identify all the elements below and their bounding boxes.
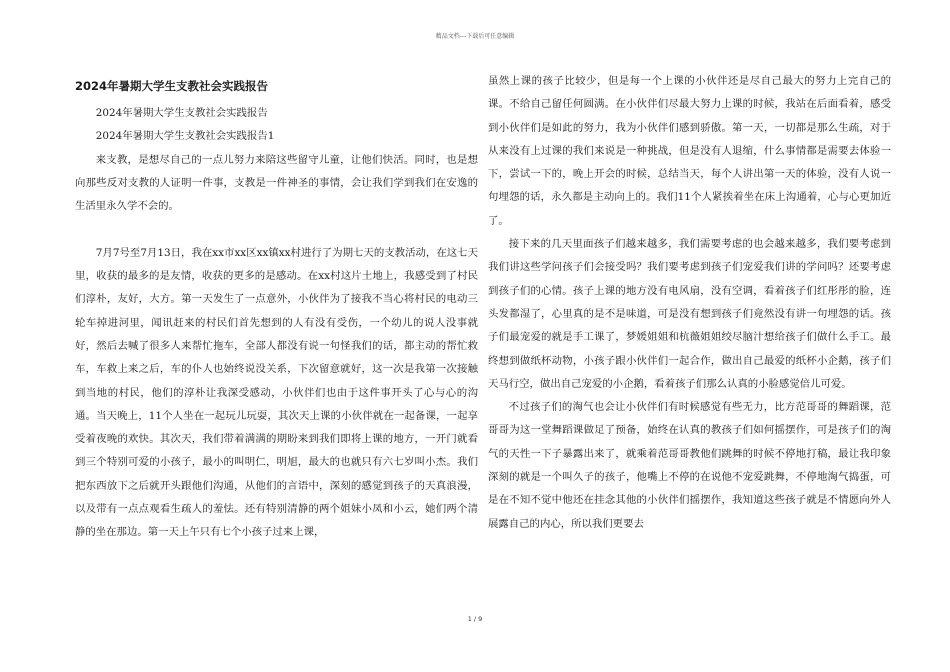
- page-header: 精品文档---下载后可任意编辑: [435, 33, 515, 40]
- left-column: [75, 70, 478, 545]
- document-title: 2024年暑期大学生支教社会实践报告: [75, 79, 269, 93]
- body-paragraph: 7月7号至7月13日，我在xx市xx区xx镇xx村进行了为期七天的支教活动，在这七天里，收获的最多的是友情，收获的更多的是感动。在xx村这片土地上，我感受到了村民们淳朴，友好，大方。第一天发生了一点意外，小伙伴为了接我不当心将村民的电动三轮车掉进河里，闻讯赶来的村民们首先想到的人有没有受伤，一个幼儿的说人没事就好，然后去喊了很多人来帮忙拖车，全部人都没有说一句怪我们的话，都主动的帮忙救车，车救上来之后，车的仆人也始终说没关系，下次留意就好，这一次是我第一次接触到当地的村民，他们的淳朴让我深受感动，小伙伴们也由于这件事开头了心与心的沟通。当天晚上，11个人坐在一起玩儿玩耍，其次天上课的小伙伴就在一起备课，一起享受着夜晚的欢快。其次天，我们带着满满的期盼来到我们即将上课的地方，一开门就看到三个特别可爱的小孩子，最小的叫明仁，明旭，最大的也就只有六七岁叫小杰。我们把东西放下之后就开头跟他们沟通，从他们的言语中，深刻的感觉到孩子的天真浪漫，以及带有一点点观看生疏人的羞怯。还有特别清静的两个姐妹小凤和小云，她们两个清静的坐在那边。第一天上午只有七个小孩子过来上课，: [75, 246, 478, 539]
- body-paragraph-continued: 虽然上课的孩子比较少，但是每一个上课的小伙伴还是尽自己最大的努力上完自己的课。不给自己留任何圆满。在小伙伴们尽最大努力上课的时候，我站在后面看着，感受到小伙伴们是如此的努力，我为小伙伴们感到骄傲。第一天，一切都是那么生疏，对于从来没有上过课的我们来说是一种挑战，但是没有人退缩，什么事情都是需要去体验一下，尝试一下的，晚上开会的时候，总结当天，每个人讲出第一天的体验，没有人说一句埋怨的话，永久都是主动向上的。我们11个人紧挨着坐在床上沟通着，心与心更加近了。: [488, 75, 891, 227]
- body-paragraph: 来支教，是想尽自己的一点儿努力来陪这些留守儿童，让他们快活。同时，也是想向那些反对支教的人证明一件事，支教是一件神圣的事情，会让我们学到我们在安逸的生活里永久学不会的。: [75, 153, 478, 213]
- right-column: [488, 70, 891, 536]
- body-paragraph: 接下来的几天里面孩子们越来越多，我们需要考虑的也会越来越多，我们要考虑到我们讲这些学问孩子们会接受吗？我们要考虑到孩子们宠爱我们讲的学问吗？还要考虑到孩子们的心情。孩子上课的地方没有电风扇，没有空调，看着孩子们红彤彤的脸，连头发都湿了，心里真的是不是味道，可是没有想到孩子们竟然没有讲一句埋怨的话。孩子们最宠爱的就是手工课了，梦媛姐姐和杭薇姐姐绞尽脑汁想给孩子们做什么手工。最终想到做纸杯动物，小孩子跟小伙伴们一起合作，做出自己最爱的纸杯小企鹅，孩子们天马行空，做出自己宠爱的小企鹅，看着孩子们那么认真的小脸感觉倍儿可爱。: [488, 238, 891, 390]
- page-number: 1 / 9: [467, 615, 483, 623]
- subtitle-line: 2024年暑期大学生支教社会实践报告: [95, 107, 268, 119]
- paragraph-spacer: [75, 218, 478, 241]
- subtitle-line-numbered: 2024年暑期大学生支教社会实践报告1: [95, 130, 275, 143]
- body-paragraph: 不过孩子们的淘气也会让小伙伴们有时候感觉有些无力，比方范哥哥的舞蹈课，范哥哥为这一堂舞蹈课做足了预备，始终在认真的教孩子们如何摇摆作，可是孩子们的淘气的天性一下子暴露出来了，就乘着范哥哥教他们跳舞的时候不停地打稿，最让我印象深刻的就是一个叫久子的孩子，他嘴上不停的在说他不宠爱跳舞，不停地淘气捣蛋，可是在不知不觉中他还在挂念其他的小伙伴们摇摆作，我知道这些孩子就是不情愿向外人展露自己的内心，所以我们更要去: [488, 401, 891, 530]
